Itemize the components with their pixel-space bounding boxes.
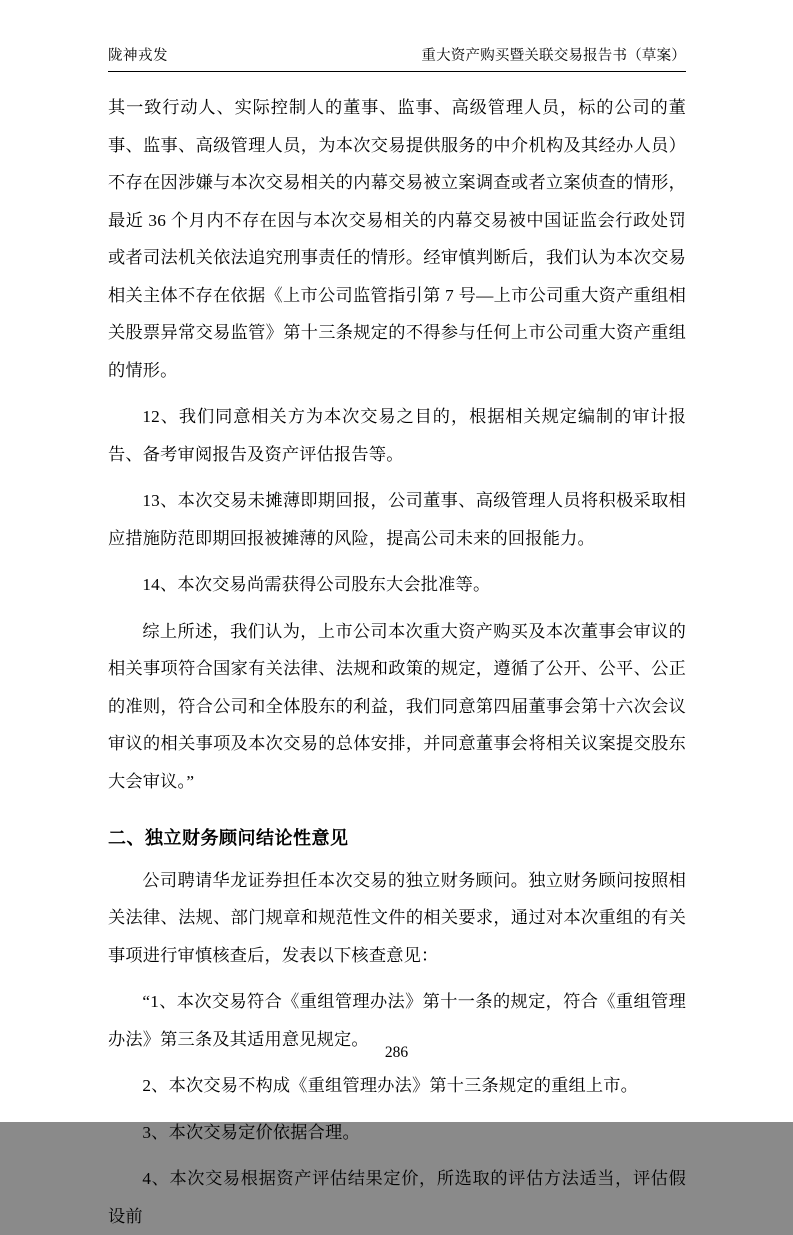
document-body xyxy=(108,89,686,1235)
paragraph-item-12: 12、我们同意相关方为本次交易之目的，根据相关规定编制的审计报告、备考审阅报告及资产评估报告等。 xyxy=(108,407,686,464)
section-heading-independent-advisor: 二、独立财务顾问结论性意见 xyxy=(108,828,349,849)
paragraph-item-14: 14、本次交易尚需获得公司股东大会批准等。 xyxy=(142,575,491,594)
header-divider xyxy=(108,71,686,72)
paragraph-opinion-1: “1、本次交易符合《重组管理办法》第十一条的规定，符合《重组管理办法》第三条及其适用意见规定。 xyxy=(108,992,686,1049)
paragraph-opinion-3: 3、本次交易定价依据合理。 xyxy=(142,1122,360,1142)
header-document-title: 重大资产购买暨关联交易报告书（草案） xyxy=(421,48,686,64)
paragraph-item-13: 13、本次交易未摊薄即期回报，公司董事、高级管理人员将积极采取相应措施防范即期回报被摊薄的风险，提高公司未来的回报能力。 xyxy=(108,491,686,548)
paragraph-opinion-2: 2、本次交易不构成《重组管理办法》第十三条规定的重组上市。 xyxy=(142,1076,639,1095)
page-header xyxy=(108,44,686,74)
paragraph-opinion-4: 4、本次交易根据资产评估结果定价，所选取的评估方法适当，评估假设前 xyxy=(108,1169,686,1226)
paragraph-advisor-intro: 公司聘请华龙证券担任本次交易的独立财务顾问。独立财务顾问按照相关法律、法规、部门规章和规范性文件的相关要求，通过对本次重组的有关事项进行审慎核查后，发表以下核查意见： xyxy=(108,870,686,965)
paragraph-summary: 综上所述，我们认为，上市公司本次重大资产购买及本次董事会审议的相关事项符合国家有关法律、法规和政策的规定，遵循了公开、公平、公正的准则，符合公司和全体股东的利益，我们同意第四届董事会第十六次会议审议的相关事项及本次交易的总体安排，并同意董事会将相关议案提交股东大会审议。” xyxy=(108,621,686,791)
page-content xyxy=(108,0,686,1226)
page-number: 286 xyxy=(384,1044,409,1061)
paragraph-continued: 其一致行动人、实际控制人的董事、监事、高级管理人员，标的公司的董事、监事、高级管理人员，为本次交易提供服务的中介机构及其经办人员）不存在因涉嫌与本次交易相关的内幕交易被立案调查或者立案侦查的情形，最近 36 个月内不存在因与本次交易相关的内幕交易被中国证监会行政处罚或者司法机关依法追究刑事责任的情形。经审慎判断后，我们认为本次交易相关主体不存在依据《上市公司监管指引第 7 号—上市公司重大资产重组相关股票异常交易监管》第十三条规定的不得参与任何上市公司重大资产重组的情形。 xyxy=(108,98,686,380)
header-company-name: 陇神戎发 xyxy=(108,48,168,64)
